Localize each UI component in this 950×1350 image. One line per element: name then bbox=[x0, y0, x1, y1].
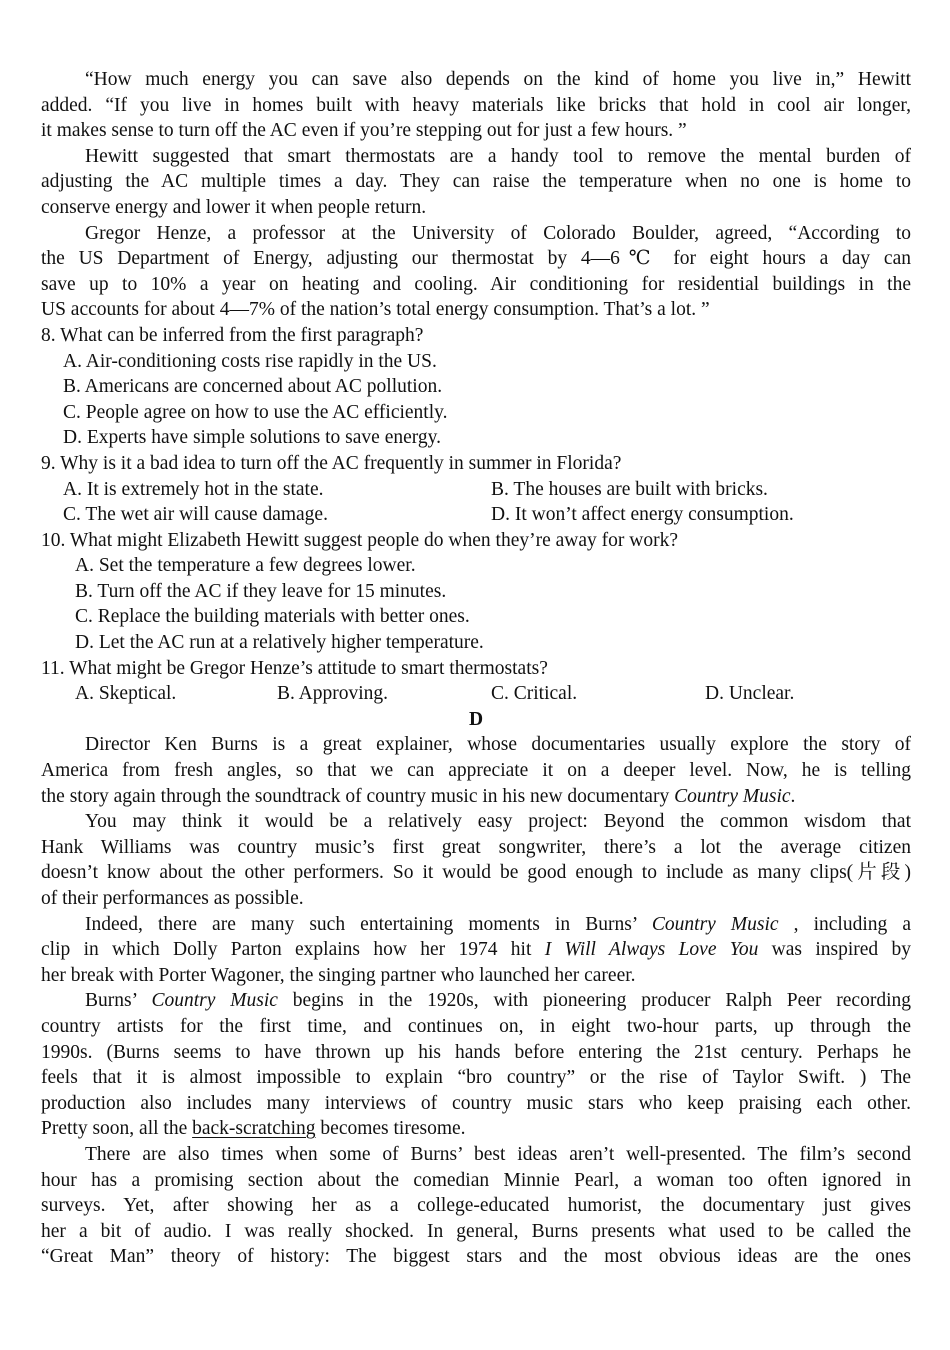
text-run: There are also times when some of Burns’ best ideas aren’t well-presented. The film’s second bbox=[85, 1143, 911, 1165]
text-run: clip in which Dolly Parton explains how her 1974 hit bbox=[41, 939, 545, 961]
text-run: “How much energy you can save also depends on the kind of home you live in,” Hewitt bbox=[85, 69, 911, 90]
text-run: US accounts for about 4—7% of the nation’s total energy consumption. That’s a lot. ” bbox=[41, 299, 710, 321]
text-run: the story again through the soundtrack of country music in his new documentary bbox=[41, 785, 675, 807]
answer-option[interactable]: C. Replace the building materials with better ones. bbox=[75, 606, 470, 628]
paragraph bbox=[41, 67, 911, 144]
answer-option[interactable]: D. Let the AC run at a relatively higher temperature. bbox=[75, 632, 484, 654]
paragraph bbox=[41, 809, 911, 911]
text-line bbox=[41, 963, 911, 989]
question-stem: 9. Why is it a bad idea to turn off the AC frequently in summer in Florida? bbox=[41, 452, 622, 474]
text-run: production also includes many interviews of country music stars who keep praising each other. bbox=[41, 1092, 911, 1114]
answer-option[interactable]: A. It is extremely hot in the state. bbox=[63, 478, 324, 500]
option-row bbox=[41, 630, 911, 656]
text-run: Hank Williams was country music’s first great songwriter, there’s a lot the average citizen bbox=[41, 836, 911, 858]
answer-option[interactable]: D. Unclear. bbox=[705, 683, 795, 705]
option-row bbox=[41, 400, 911, 426]
question-stem: 10. What might Elizabeth Hewitt suggest people do when they’re away for work? bbox=[41, 529, 678, 551]
text-run: America from fresh angles, so that we can appreciate it on a deeper level. Now, he is telling bbox=[41, 760, 911, 782]
paragraph bbox=[41, 1142, 911, 1270]
text-line bbox=[41, 169, 911, 195]
paragraph bbox=[41, 732, 911, 809]
text-run: Pretty soon, all the bbox=[41, 1118, 193, 1140]
text-run: surveys. Yet, after showing her as a college-educated humorist, the documentary just gives bbox=[41, 1195, 911, 1217]
text-line bbox=[41, 1116, 911, 1142]
text-run: it makes sense to turn off the AC even if you’re stepping out for just a few hours. ” bbox=[41, 120, 687, 142]
text-run: her break with Porter Wagoner, the singing partner who launched her career. bbox=[41, 964, 636, 986]
text-line bbox=[41, 221, 911, 247]
answer-option[interactable]: C. People agree on how to use the AC efficiently. bbox=[63, 401, 448, 423]
option-row bbox=[41, 579, 911, 605]
text-run: , including a bbox=[778, 913, 911, 935]
underlined-term: back-scratching bbox=[192, 1118, 316, 1140]
text-line bbox=[41, 886, 911, 912]
text-run: Director Ken Burns is a great explainer, whose documentaries usually explore the story of bbox=[85, 734, 911, 756]
text-line bbox=[41, 758, 911, 784]
text-run: her a bit of audio. I was really shocked. In general, Burns presents what used to be called the bbox=[41, 1220, 911, 1242]
text-run: adjusting the AC multiple times a day. They can raise the temperature when no one is home to bbox=[41, 171, 911, 193]
option-row bbox=[41, 604, 911, 630]
answer-option[interactable]: B. Approving. bbox=[277, 683, 389, 705]
option-row bbox=[41, 681, 911, 707]
document-page bbox=[41, 67, 911, 1270]
question-stem: 8. What can be inferred from the first paragraph? bbox=[41, 324, 424, 346]
text-line bbox=[41, 1091, 911, 1117]
text-run: country artists for the first time, and continues on, in eight two-hour parts, up through the bbox=[41, 1015, 911, 1037]
text-line bbox=[41, 1244, 911, 1270]
section-heading: D bbox=[468, 708, 484, 730]
text-run: hour has a promising section about the comedian Minnie Pearl, a woman too often ignored in bbox=[41, 1169, 911, 1191]
text-line bbox=[41, 835, 911, 861]
answer-option[interactable]: D. It won’t affect energy consumption. bbox=[491, 504, 794, 526]
text-run: save up to 10% a year on heating and cooling. Air conditioning for residential buildings in the bbox=[41, 273, 911, 295]
text-run: of their performances as possible. bbox=[41, 888, 304, 909]
paragraph bbox=[41, 144, 911, 221]
answer-option[interactable]: D. Experts have simple solutions to save energy. bbox=[63, 427, 442, 449]
text-line bbox=[41, 297, 911, 323]
text-line bbox=[41, 1168, 911, 1194]
text-run: You may think it would be a relatively easy project: Beyond the common wisdom that bbox=[85, 811, 911, 833]
text-run: was inspired by bbox=[758, 939, 911, 961]
text-line bbox=[41, 272, 911, 298]
text-line bbox=[41, 1193, 911, 1219]
answer-option[interactable]: C. The wet air will cause damage. bbox=[63, 504, 328, 526]
option-row bbox=[41, 502, 911, 528]
text-line bbox=[41, 1065, 911, 1091]
italic-title: I Will Always Love You bbox=[544, 939, 759, 961]
text-line bbox=[41, 784, 911, 810]
answer-option[interactable]: C. Critical. bbox=[491, 683, 578, 705]
text-run: “Great Man” theory of history: The biggest stars and the most obvious ideas are the ones bbox=[41, 1246, 911, 1268]
text-run: added. “If you live in homes built with heavy materials like bricks that hold in cool air longer, bbox=[41, 94, 911, 116]
answer-option[interactable]: A. Set the temperature a few degrees lower. bbox=[75, 555, 416, 577]
text-run: doesn’t know about the other performers. So it would be good enough to include as many clips(片段) bbox=[41, 862, 911, 884]
text-line bbox=[41, 1219, 911, 1245]
text-run: Burns’ bbox=[85, 990, 152, 1012]
text-line bbox=[41, 1040, 911, 1066]
option-row bbox=[41, 553, 911, 579]
text-run: the US Department of Energy, adjusting our thermostat by 4—6℃ for eight hours a day can bbox=[41, 248, 911, 270]
text-run: feels that it is almost impossible to explain “bro country” or the rise of Taylor Swift. ) The bbox=[41, 1067, 911, 1089]
text-line bbox=[41, 912, 911, 938]
text-line bbox=[41, 144, 911, 170]
question-stem: 11. What might be Gregor Henze’s attitude to smart thermostats? bbox=[41, 657, 548, 679]
answer-option[interactable]: A. Air-conditioning costs rise rapidly in the US. bbox=[63, 350, 437, 372]
answer-option[interactable]: B. The houses are built with bricks. bbox=[491, 478, 768, 500]
option-row bbox=[41, 374, 911, 400]
question bbox=[41, 323, 911, 451]
option-row bbox=[41, 349, 911, 375]
paragraph bbox=[41, 912, 911, 989]
text-line bbox=[41, 195, 911, 221]
paragraph bbox=[41, 988, 911, 1142]
italic-title: Country Music bbox=[674, 785, 791, 807]
text-run: Gregor Henze, a professor at the University of Colorado Boulder, agreed, “According to bbox=[85, 222, 911, 244]
question bbox=[41, 528, 911, 656]
text-run: 1990s. (Burns seems to have thrown up his hands before entering the 21st century. Perhaps he bbox=[41, 1041, 911, 1063]
paragraph bbox=[41, 221, 911, 323]
question bbox=[41, 451, 911, 528]
text-run: conserve energy and lower it when people return. bbox=[41, 196, 427, 218]
text-run: Indeed, there are many such entertaining moments in Burns’ bbox=[85, 913, 652, 935]
text-line bbox=[41, 67, 911, 93]
italic-title: Country Music bbox=[151, 990, 278, 1012]
text-line bbox=[41, 246, 911, 272]
text-run: . bbox=[790, 785, 796, 807]
option-row bbox=[41, 477, 911, 503]
text-line bbox=[41, 93, 911, 119]
italic-title: Country Music bbox=[651, 913, 779, 935]
option-row bbox=[41, 425, 911, 451]
question bbox=[41, 656, 911, 707]
answer-option[interactable]: B. Americans are concerned about AC pollution. bbox=[63, 376, 443, 398]
text-run: begins in the 1920s, with pioneering producer Ralph Peer recording bbox=[277, 990, 911, 1012]
text-run: Hewitt suggested that smart thermostats are a handy tool to remove the mental burden of bbox=[85, 145, 911, 167]
text-line bbox=[41, 1142, 911, 1168]
text-line bbox=[41, 988, 911, 1014]
text-line bbox=[41, 118, 911, 144]
text-line bbox=[41, 860, 911, 886]
answer-option[interactable]: B. Turn off the AC if they leave for 15 minutes. bbox=[75, 580, 447, 602]
text-line bbox=[41, 1014, 911, 1040]
text-line bbox=[41, 809, 911, 835]
text-line bbox=[41, 937, 911, 963]
text-run: becomes tiresome. bbox=[315, 1118, 466, 1140]
text-line bbox=[41, 732, 911, 758]
answer-option[interactable]: A. Skeptical. bbox=[75, 683, 177, 705]
